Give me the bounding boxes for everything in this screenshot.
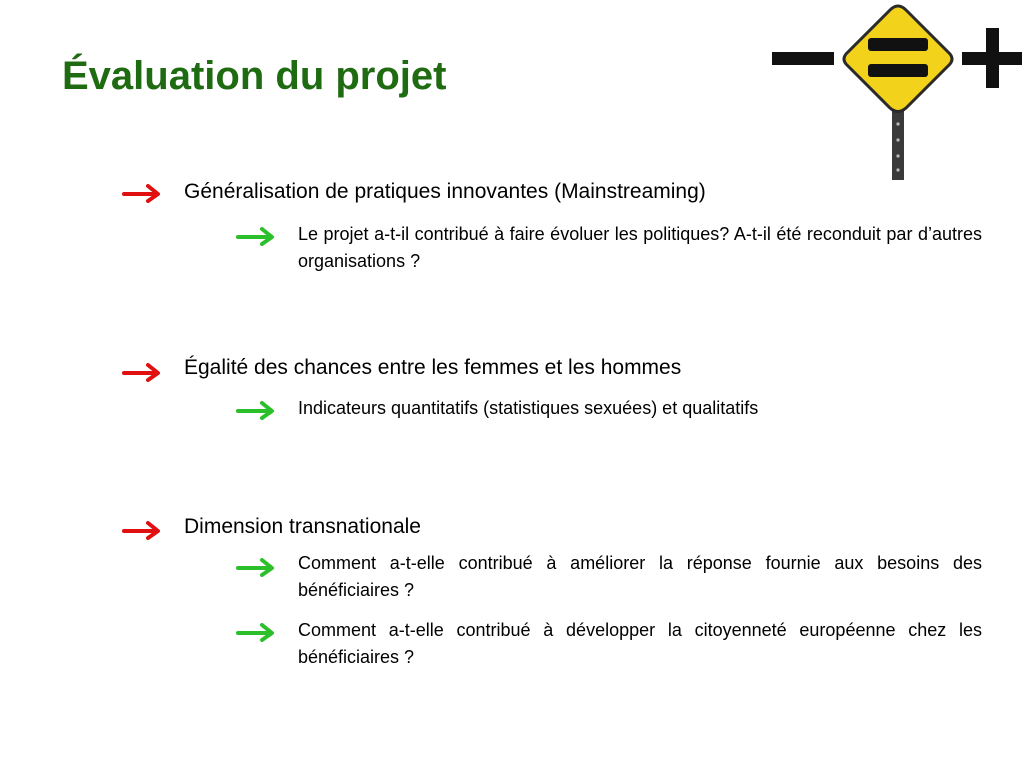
green-arrow-icon <box>236 226 278 246</box>
red-arrow-icon <box>122 362 164 382</box>
section-heading: Généralisation de pratiques innovantes (Mainstreaming) <box>184 180 706 203</box>
section-item: Indicateurs quantitatifs (statistiques sexuées) et qualitatifs <box>298 398 759 418</box>
minus-sign-icon <box>772 52 834 65</box>
red-arrow-icon <box>122 520 164 540</box>
section-heading: Dimension transnationale <box>184 515 421 538</box>
green-arrow-icon <box>236 622 278 642</box>
section-item: Comment a-t-elle contribué à améliorer la réponse fournie aux besoins des bénéficiaires ? <box>298 553 982 600</box>
page-title: Évaluation du projet <box>62 54 447 98</box>
section-heading: Égalité des chances entre les femmes et les hommes <box>184 356 682 379</box>
minus-equals-plus-road-sign-icon <box>768 2 1024 182</box>
equals-icon <box>868 38 928 51</box>
green-arrow-icon <box>236 400 278 420</box>
section-item: Comment a-t-elle contribué à développer la citoyenneté européenne chez les bénéficiaires ? <box>298 620 982 667</box>
red-arrow-icon <box>122 183 164 203</box>
section-item: Le projet a-t-il contribué à faire évoluer les politiques? A-t-il été reconduit par d’autres organisations ? <box>298 224 982 271</box>
green-arrow-icon <box>236 557 278 577</box>
diamond-sign <box>844 6 952 112</box>
